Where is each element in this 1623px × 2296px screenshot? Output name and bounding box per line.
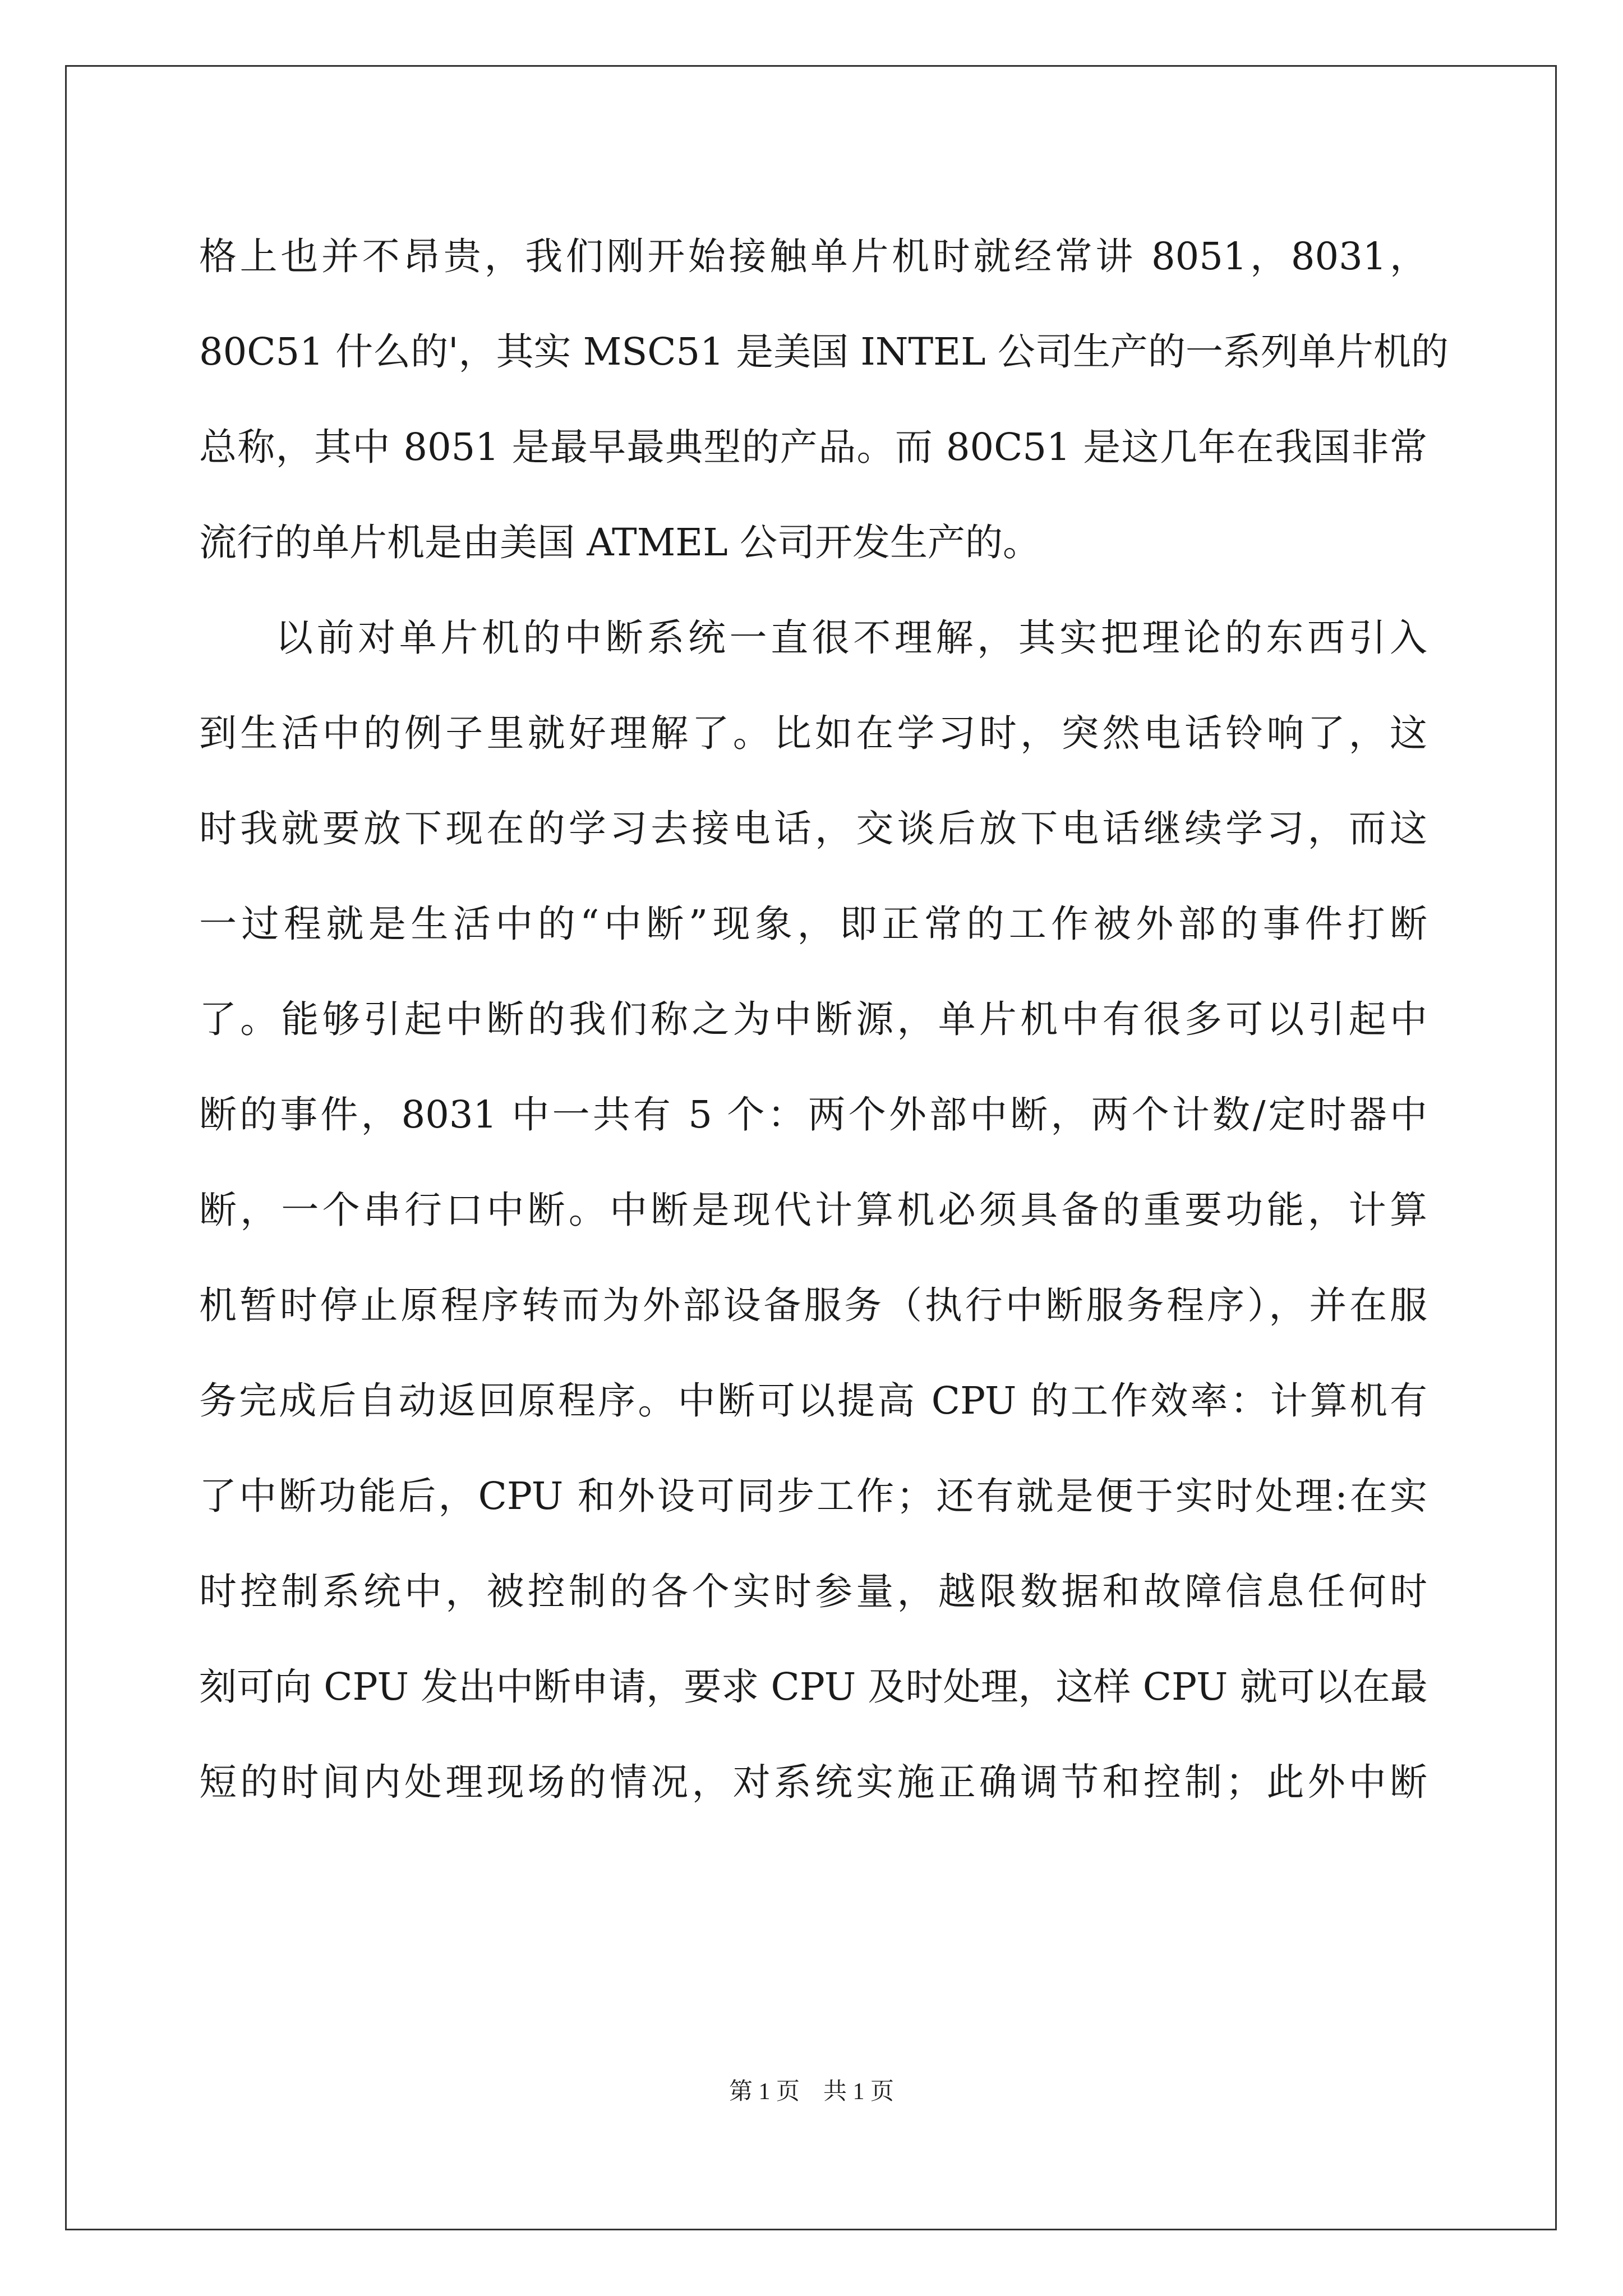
text-line: 以前对单片机的中断系统一直很不理解，其实把理论的东西引入 [275, 616, 1427, 660]
page-footer: 第 1 页 共 1 页 [728, 2079, 894, 2105]
text-line: 一过程就是生活中的“中断”现象，即正常的工作被外部的事件打断 [199, 902, 1427, 946]
document-body [199, 209, 1449, 1830]
text-line: 时控制系统中，被控制的各个实时参量，越限数据和故障信息任何时 [199, 1570, 1427, 1613]
text-line: 格上也并不昂贵，我们刚开始接触单片机时就经常讲 8051，8031， [199, 234, 1427, 278]
text-line: 了。能够引起中断的我们称之为中断源，单片机中有很多可以引起中 [199, 997, 1427, 1041]
text-line: 80C51 什么的'，其实 MSC51 是美国 INTEL 公司生产的一系列单片机的 [199, 330, 1449, 374]
text-line: 时我就要放下现在的学习去接电话，交谈后放下电话继续学习，而这 [199, 807, 1427, 850]
text-line: 短的时间内处理现场的情况，对系统实施正确调节和控制；此外中断 [199, 1760, 1427, 1804]
text-line: 务完成后自动返回原程序。中断可以提高 CPU 的工作效率：计算机有 [199, 1379, 1427, 1423]
text-line: 刻可向 CPU 发出中断申请，要求 CPU 及时处理，这样 CPU 就可以在最 [199, 1665, 1428, 1709]
text-line: 断，一个串行口中断。中断是现代计算机必须具备的重要功能，计算 [199, 1188, 1427, 1232]
text-line: 总称，其中 8051 是最早最典型的产品。而 80C51 是这几年在我国非常 [199, 425, 1427, 469]
text-line: 了中断功能后，CPU 和外设可同步工作；还有就是便于实时处理:在实 [199, 1474, 1427, 1518]
text-line: 流行的单片机是由美国 ATMEL 公司开发生产的。 [199, 521, 1041, 564]
text-line: 机暂时停止原程序转而为外部设备服务（执行中断服务程序），并在服 [199, 1283, 1427, 1327]
text-line: 断的事件，8031 中一共有 5 个：两个外部中断，两个计数/定时器中 [199, 1093, 1427, 1137]
text-line: 到生活中的例子里就好理解了。比如在学习时，突然电话铃响了，这 [199, 711, 1427, 755]
